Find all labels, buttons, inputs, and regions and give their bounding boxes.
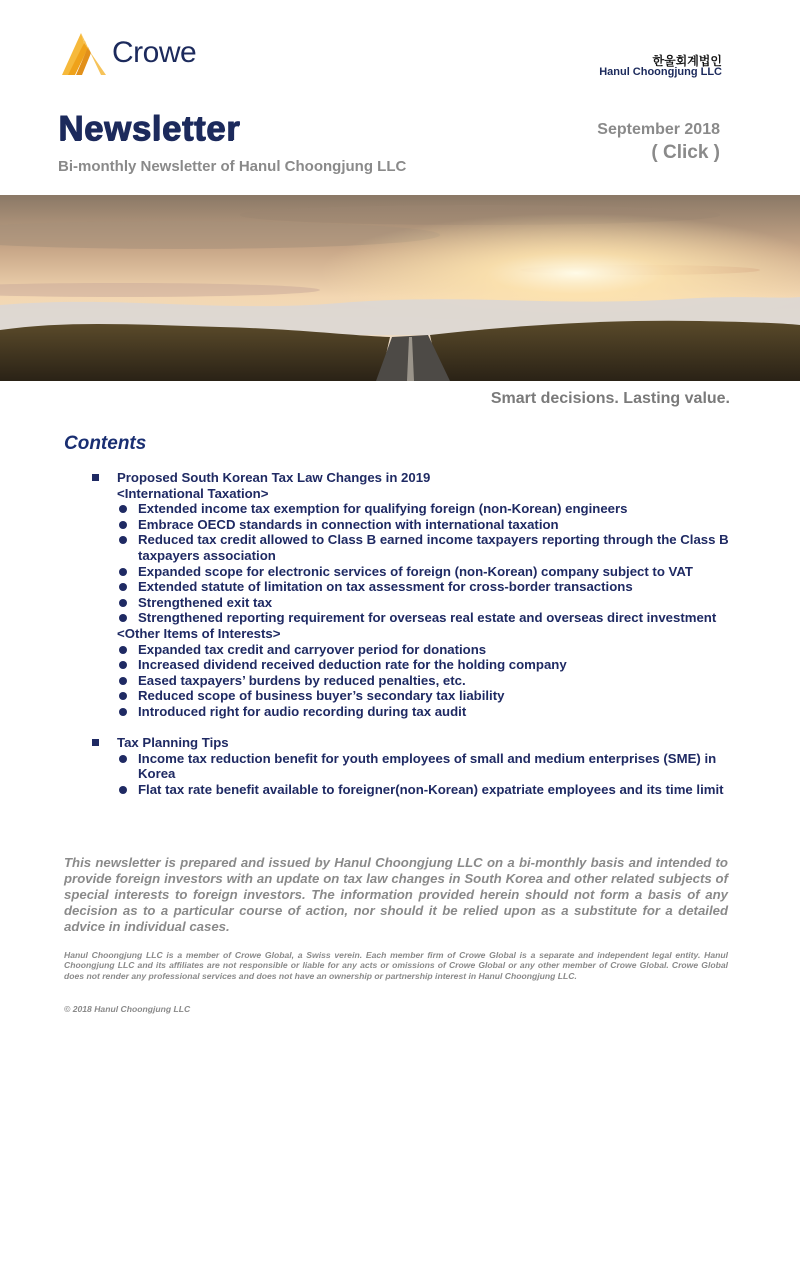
list-item[interactable]: Income tax reduction benefit for youth employees of small and medium enterprises (SME) in Korea (117, 751, 752, 782)
square-bullet-icon (92, 474, 99, 481)
copyright: © 2018 Hanul Choongjung LLC (64, 1004, 191, 1014)
toc-section (92, 735, 752, 797)
logo-text: Crowe (112, 36, 197, 69)
list-item[interactable]: Strengthened reporting requirement for overseas real estate and overseas direct investment (117, 610, 752, 626)
crowe-logo-icon (56, 33, 106, 75)
click-link[interactable]: ( Click ) (651, 142, 720, 163)
list-item[interactable]: Embrace OECD standards in connection with international taxation (117, 517, 752, 533)
list-item[interactable]: Expanded tax credit and carryover period for donations (117, 642, 752, 658)
firm-name-english: Hanul Choongjung LLC (599, 66, 722, 78)
table-of-contents (92, 470, 752, 797)
newsletter-subtitle: Bi-monthly Newsletter of Hanul Choongjung LLC (58, 158, 407, 175)
group-subheading: <Other Items of Interests> (117, 625, 281, 641)
list-item[interactable]: Increased dividend received deduction rate for the holding company (117, 657, 752, 673)
list-item[interactable]: Reduced tax credit allowed to Class B earned income taxpayers reporting through the Class B taxpayers association (117, 532, 752, 563)
tagline: Smart decisions. Lasting value. (490, 390, 730, 407)
list-item[interactable]: Eased taxpayers’ burdens by reduced penalties, etc. (117, 673, 752, 689)
section-title[interactable]: Proposed South Korean Tax Law Changes in 2019 (117, 470, 431, 485)
section-title[interactable]: Tax Planning Tips (117, 735, 229, 751)
list-item[interactable]: Strengthened exit tax (117, 595, 752, 611)
toc-section (92, 470, 752, 720)
legal-notice: Hanul Choongjung LLC is a member of Crowe Global, a Swiss verein. Each member firm of Crowe Global is a separate and independent legal entity. Hanul Choongjung LLC and its affiliates are not responsible or liable for any acts or omissions of Crowe Global or any other member of Crowe Global. Crowe Global does not render any professional services and does not have an ownership or partnership interest in Hanul Choongjung LLC. (64, 950, 728, 981)
hero-sunset-image (0, 195, 800, 381)
contents-heading: Contents (64, 433, 147, 454)
firm-name-korean: 한울회계법인 (652, 54, 722, 68)
newsletter-title: Newsletter (58, 109, 241, 148)
disclaimer-text: This newsletter is prepared and issued by Hanul Choongjung LLC on a bi-monthly basis and intended to provide foreign investors with an update on tax law changes in South Korea and other related subjects of special interests to foreign investors. The information provided herein should not form a basis of any decision as to a particular course of action, nor should it be relied upon as a substitute for a detailed advice in individual cases. (64, 855, 728, 934)
list-item[interactable]: Extended income tax exemption for qualifying foreign (non-Korean) engineers (117, 501, 752, 517)
list-item[interactable]: Expanded scope for electronic services of foreign (non-Korean) company subject to VAT (117, 564, 752, 580)
list-item[interactable]: Introduced right for audio recording during tax audit (117, 704, 752, 720)
list-item[interactable]: Flat tax rate benefit available to foreigner(non-Korean) expatriate employees and its time limit (117, 782, 752, 798)
list-item[interactable]: Reduced scope of business buyer’s secondary tax liability (117, 688, 752, 704)
group-subheading: <International Taxation> (117, 485, 269, 501)
square-bullet-icon (92, 739, 99, 746)
list-item[interactable]: Extended statute of limitation on tax assessment for cross-border transactions (117, 579, 752, 595)
issue-date: September 2018 (597, 121, 720, 138)
